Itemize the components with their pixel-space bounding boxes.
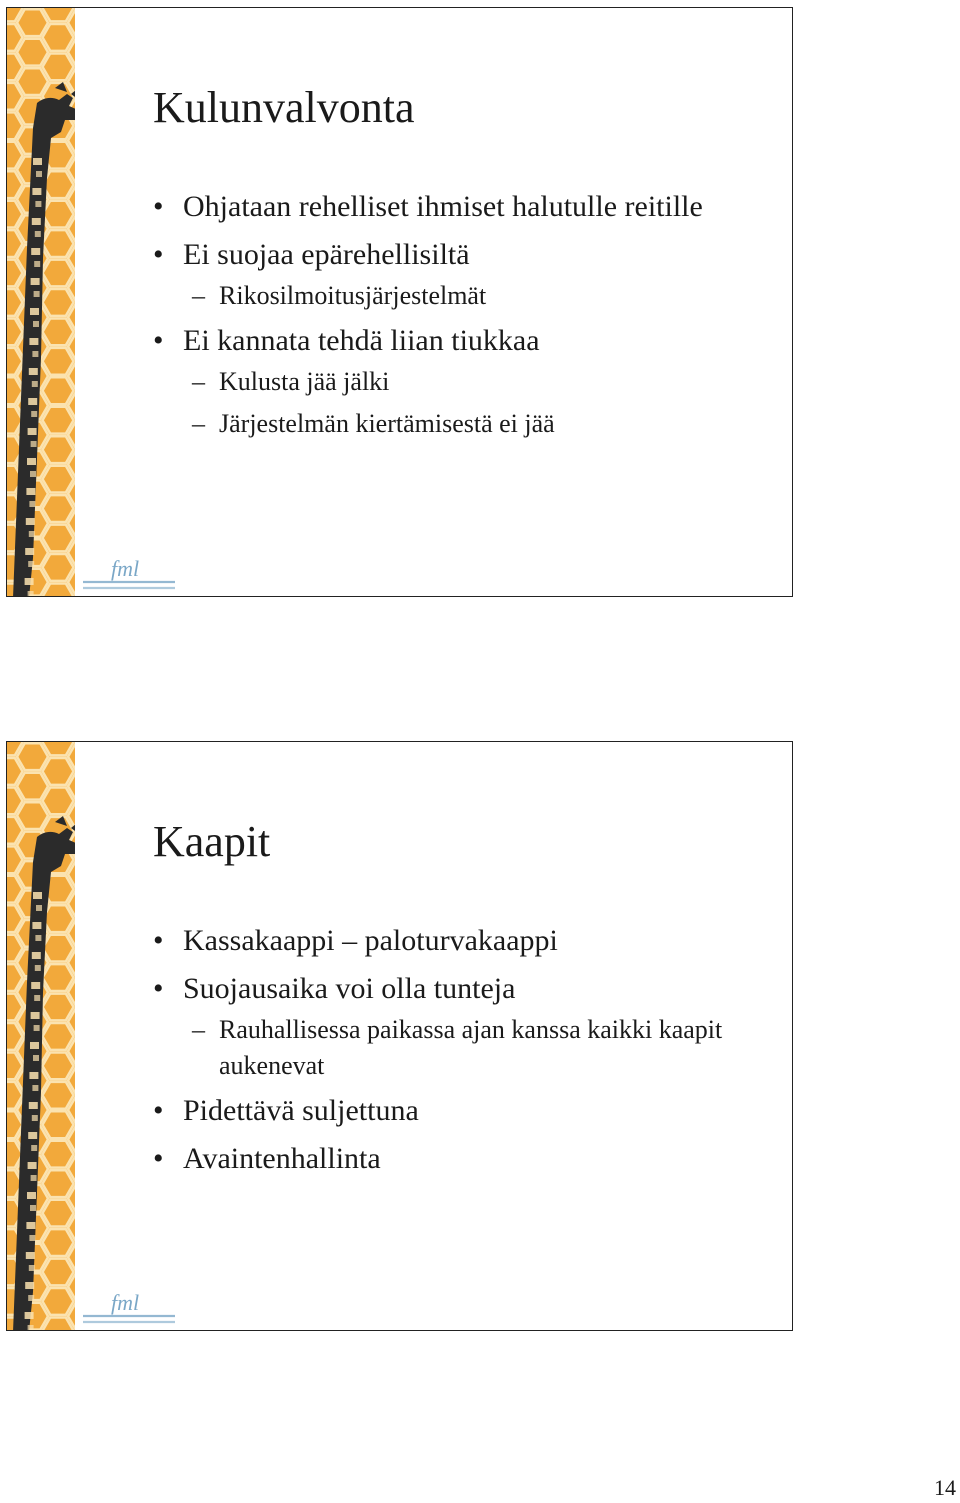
logo-mark: fml	[111, 1290, 140, 1315]
bullet-item	[153, 968, 773, 1084]
bullet-text: Avaintenhallinta	[183, 1142, 381, 1175]
bullet-text: Ei suojaa epärehellisiltä	[183, 238, 470, 271]
sub-bullet-item: – Rauhallisessa paikassa ajan kanssa kaikki kaapit aukenevat	[183, 1012, 773, 1084]
fml-logo-icon	[79, 1282, 179, 1330]
bullet-item	[153, 920, 773, 962]
bullet-list	[153, 920, 773, 1180]
slide-content	[153, 186, 773, 448]
bullet-text: Kassakaappi – paloturvakaappi	[183, 924, 558, 957]
bullet-item	[153, 1138, 773, 1180]
slide-kaapit	[6, 741, 793, 1331]
bullet-item	[153, 320, 773, 442]
bullet-list	[153, 186, 773, 442]
bullet-item	[153, 1090, 773, 1132]
bullet-text: Ei kannata tehdä liian tiukkaa	[183, 324, 540, 357]
sub-bullet-item: – Kulusta jää jälki	[183, 364, 773, 400]
honeycomb-giraffe-icon	[7, 742, 75, 1330]
sub-bullet-list	[183, 278, 773, 314]
page-number: 14	[934, 1475, 956, 1500]
fml-logo-icon	[79, 548, 179, 596]
bullet-item	[153, 234, 773, 314]
bullet-text: Suojausaika voi olla tunteja	[183, 972, 516, 1005]
slide-content	[153, 920, 773, 1186]
sub-bullet-item: – Järjestelmän kiertämisestä ei jää	[183, 406, 773, 442]
sub-bullet-list	[183, 364, 773, 442]
bullet-text: Ohjataan rehelliset ihmiset halutulle reitille	[183, 190, 703, 223]
slide-title: Kulunvalvonta	[153, 83, 415, 132]
bullet-text: Pidettävä suljettuna	[183, 1094, 419, 1127]
sub-bullet-item: – Rikosilmoitusjärjestelmät	[183, 278, 773, 314]
bullet-item	[153, 186, 773, 228]
sub-bullet-list	[183, 1012, 773, 1084]
slide-kulunvalvonta	[6, 7, 793, 597]
logo-mark: fml	[111, 556, 140, 581]
honeycomb-giraffe-icon	[7, 8, 75, 596]
slide-title: Kaapit	[153, 817, 271, 866]
